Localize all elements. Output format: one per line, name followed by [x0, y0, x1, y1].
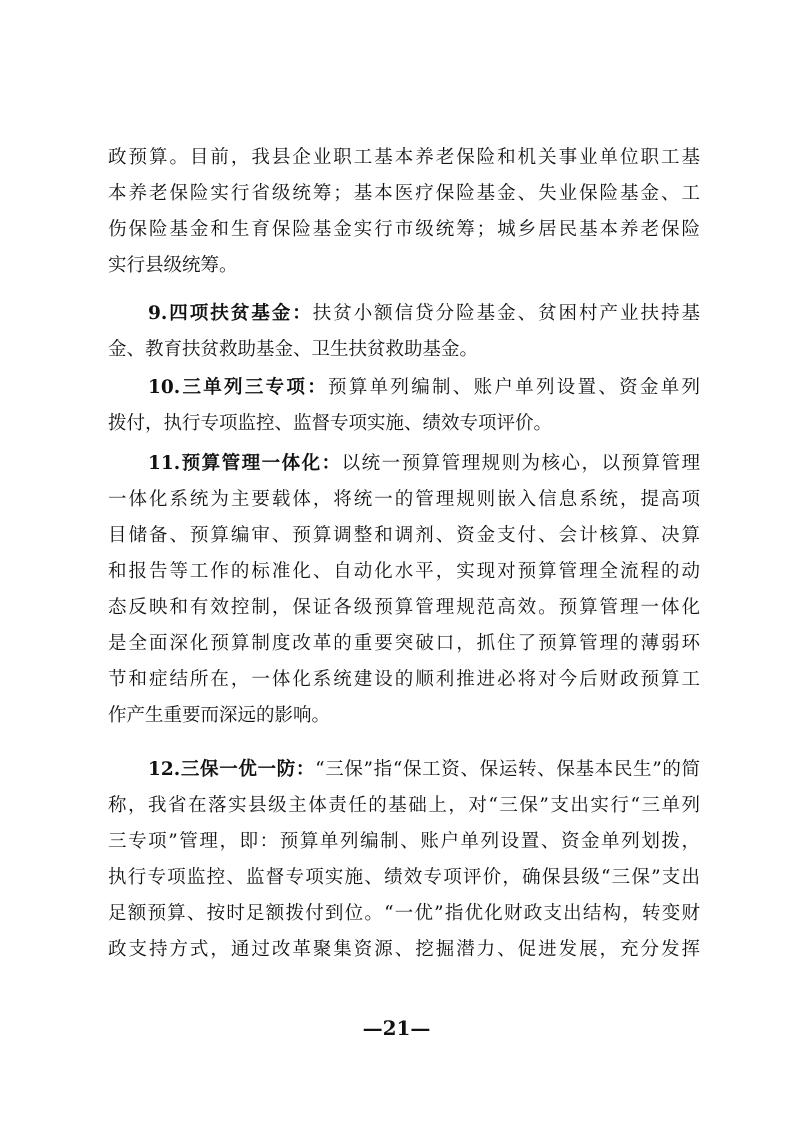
- text-line: 作产生重要而深远的影响。: [108, 705, 331, 726]
- text-line: 金、教育扶贫救助基金、卫生扶贫救助基金。: [108, 339, 479, 360]
- text-line: 执行专项监控、监督专项实施、绩效专项评价，确保县级“三保”支出: [108, 867, 700, 888]
- text-line: 伤保险基金和生育保险基金实行市级统筹；城乡居民基本养老保险: [108, 219, 700, 240]
- text-line: 态反映和有效控制，保证各级预算管理规范高效。预算管理一体化: [108, 597, 700, 618]
- text-line: 一体化系统为主要载体，将统一的管理规则嵌入信息系统，提高项: [108, 489, 700, 510]
- term-heading: 12.三保一优一防：: [148, 759, 316, 780]
- term-definition: 预算单列编制、账户单列设置、资金单列: [328, 377, 700, 398]
- text-line: 足额预算、按时足额拨付到位。“一优”指优化财政支出结构，转变财: [108, 903, 700, 924]
- text-line: 政预算。目前，我县企业职工基本养老保险和机关事业单位职工基: [108, 147, 700, 168]
- term-heading: 9.四项扶贫基金：: [148, 303, 313, 324]
- text-line: [108, 752, 700, 788]
- text-line: 政支持方式，通过改革聚集资源、挖掘潜力、促进发展，充分发挥: [108, 939, 700, 960]
- text-line: 实行县级统筹。: [108, 255, 238, 276]
- text-line: 称，我省在落实县级主体责任的基础上，对“三保”支出实行“三单列: [108, 795, 700, 816]
- text-line: [108, 446, 700, 482]
- text-line: 节和症结所在，一体化系统建设的顺利推进必将对今后财政预算工: [108, 669, 700, 690]
- text-line: 目储备、预算编审、预算调整和调剂、资金支付、会计核算、决算: [108, 525, 700, 546]
- text-line: [108, 370, 700, 406]
- text-line: 是全面深化预算制度改革的重要突破口，抓住了预算管理的薄弱环: [108, 633, 700, 654]
- paragraph-item-11: [108, 446, 700, 734]
- term-definition: “三保”指“保工资、保运转、保基本民生”的简: [315, 759, 700, 780]
- term-definition: 以统一预算管理规则为核心，以预算管理: [341, 453, 700, 474]
- paragraph-continuation: [108, 140, 700, 284]
- text-line: [108, 296, 700, 332]
- paragraph-item-12: [108, 752, 700, 968]
- page-number: —21—: [362, 1016, 431, 1040]
- text-line: 三专项”管理，即：预算单列编制、账户单列设置、资金单列划拨，: [108, 831, 700, 852]
- term-definition: 扶贫小额信贷分险基金、贫困村产业扶持基: [312, 303, 700, 324]
- text-line: 本养老保险实行省级统筹；基本医疗保险基金、失业保险基金、工: [108, 183, 700, 204]
- text-line: 拨付，执行专项监控、监督专项实施、绩效专项评价。: [108, 413, 553, 434]
- term-heading: 11.预算管理一体化：: [148, 453, 342, 474]
- term-heading: 10.三单列三专项：: [148, 377, 329, 398]
- paragraph-item-9: [108, 296, 700, 368]
- text-line: 和报告等工作的标准化、自动化水平，实现对预算管理全流程的动: [108, 561, 700, 582]
- paragraph-item-10: [108, 370, 700, 442]
